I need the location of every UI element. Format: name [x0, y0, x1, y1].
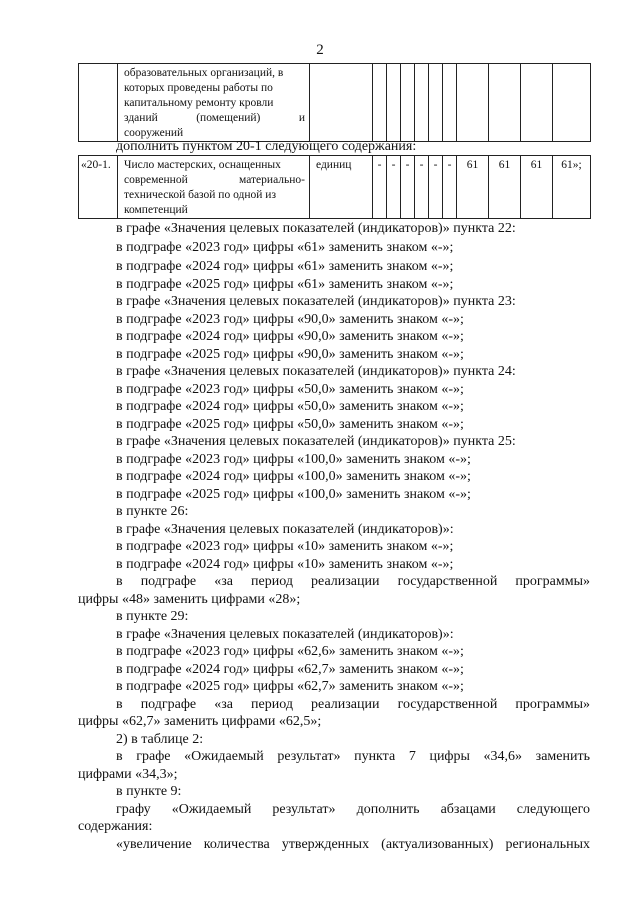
text-line: в подграфе «2025 год» цифры «90,0» заменить знаком «-»;: [116, 347, 464, 362]
text-line: в подграфе «2023 год» цифры «50,0» заменить знаком «-»;: [116, 382, 464, 397]
intro-20-1: дополнить пунктом 20-1 следующего содержания:: [116, 139, 417, 154]
text-line: 2) в таблице 2:: [116, 732, 204, 747]
value-dash: -: [443, 156, 457, 219]
text-line: цифрами «34,3»;: [78, 767, 178, 782]
text-line-justified: «увеличение количества утвержденных (актуализованных) региональных: [116, 837, 590, 852]
unit-cell: единиц: [310, 156, 373, 219]
description-line: компетенций: [124, 204, 188, 216]
text-line: в подграфе «2024 год» цифры «100,0» заменить знаком «-»;: [116, 469, 471, 484]
table-cell-empty: [429, 64, 443, 142]
text-line-justified: графу «Ожидаемый результат» дополнить абзацами следующего: [116, 802, 590, 817]
value-total: 61»;: [553, 156, 591, 219]
description-line: зданий (помещений) и: [124, 112, 305, 124]
table-cell-empty: [553, 64, 591, 142]
text-line: в подграфе «2024 год» цифры «90,0» заменить знаком «-»;: [116, 329, 464, 344]
value-dash: -: [373, 156, 387, 219]
text-line-justified: в подграфе «за период реализации государственной программы»: [116, 697, 590, 712]
text-line: в подграфе «2025 год» цифры «50,0» заменить знаком «-»;: [116, 417, 464, 432]
value-2025: 61: [521, 156, 553, 219]
table-cell-empty: [489, 64, 521, 142]
table-cell-empty: [521, 64, 553, 142]
value-dash: -: [401, 156, 415, 219]
text-line: в пункте 26:: [116, 504, 189, 519]
text-line-justified: в графе «Ожидаемый результат» пункта 7 цифры «34,6» заменить: [116, 749, 590, 764]
description-line: образовательных организаций, в: [124, 67, 284, 79]
text-line: в подграфе «2025 год» цифры «62,7» заменить знаком «-»;: [116, 679, 464, 694]
description-line: современной материально-: [124, 174, 305, 186]
text-line-justified: в подграфе «за период реализации государственной программы»: [116, 574, 590, 589]
table-cell-empty: [387, 64, 401, 142]
text-line: в подграфе «2024 год» цифры «62,7» заменить знаком «-»;: [116, 662, 464, 677]
value-dash: -: [415, 156, 429, 219]
description-line: капитальному ремонту кровли: [124, 97, 274, 109]
text-line: в графе «Значения целевых показателей (индикаторов)»:: [116, 627, 454, 642]
indicator-description: [118, 156, 310, 219]
table-cell-empty: [79, 64, 118, 142]
text-line: цифры «48» заменить цифрами «28»;: [78, 592, 301, 607]
text-line: в подграфе «2025 год» цифры «61» заменить знаком «-»;: [116, 277, 454, 292]
table-cell-empty: [457, 64, 489, 142]
table-cell-empty: [401, 64, 415, 142]
text-line: в подграфе «2023 год» цифры «90,0» заменить знаком «-»;: [116, 312, 464, 327]
text-line: в графе «Значения целевых показателей (индикаторов)» пункта 23:: [116, 294, 516, 309]
indicator-description: [118, 64, 310, 142]
description-line: Число мастерских, оснащенных: [124, 159, 281, 171]
row-number: «20-1.: [79, 156, 118, 219]
text-line: в графе «Значения целевых показателей (индикаторов)» пункта 25:: [116, 434, 516, 449]
text-line: цифры «62,7» заменить цифрами «62,5»;: [78, 714, 322, 729]
text-line: в подграфе «2024 год» цифры «10» заменить знаком «-»;: [116, 557, 454, 572]
text-line: в графе «Значения целевых показателей (индикаторов)» пункта 24:: [116, 364, 516, 379]
indicators-table-continuation: [78, 63, 591, 142]
text-line: в подграфе «2023 год» цифры «10» заменить знаком «-»;: [116, 539, 454, 554]
description-line: которых проведены работы по: [124, 82, 273, 94]
text-line: в подграфе «2023 год» цифры «62,6» заменить знаком «-»;: [116, 644, 464, 659]
indicators-table-row-20-1: [78, 155, 591, 219]
text-line: в пункте 9:: [116, 784, 182, 799]
table-cell-empty: [443, 64, 457, 142]
text-line: в подграфе «2024 год» цифры «50,0» заменить знаком «-»;: [116, 399, 464, 414]
text-line: содержания:: [78, 819, 153, 834]
table-cell-empty: [373, 64, 387, 142]
description-line: сооружений: [124, 127, 184, 139]
table-cell-empty: [310, 64, 373, 142]
value-dash: -: [429, 156, 443, 219]
description-line: технической базой по одной из: [124, 189, 276, 201]
text-line: в подграфе «2023 год» цифры «100,0» заменить знаком «-»;: [116, 452, 471, 467]
text-line: в подграфе «2024 год» цифры «61» заменить знаком «-»;: [116, 259, 454, 274]
table-cell-empty: [415, 64, 429, 142]
text-line: в подграфе «2023 год» цифры «61» заменить знаком «-»;: [116, 240, 454, 255]
text-line: в графе «Значения целевых показателей (индикаторов)» пункта 22:: [116, 221, 516, 236]
value-dash: -: [387, 156, 401, 219]
value-2024: 61: [489, 156, 521, 219]
text-line: в пункте 29:: [116, 609, 189, 624]
page-number: 2: [316, 42, 324, 58]
text-line: в графе «Значения целевых показателей (индикаторов)»:: [116, 522, 454, 537]
value-2023: 61: [457, 156, 489, 219]
text-line: в подграфе «2025 год» цифры «100,0» заменить знаком «-»;: [116, 487, 471, 502]
